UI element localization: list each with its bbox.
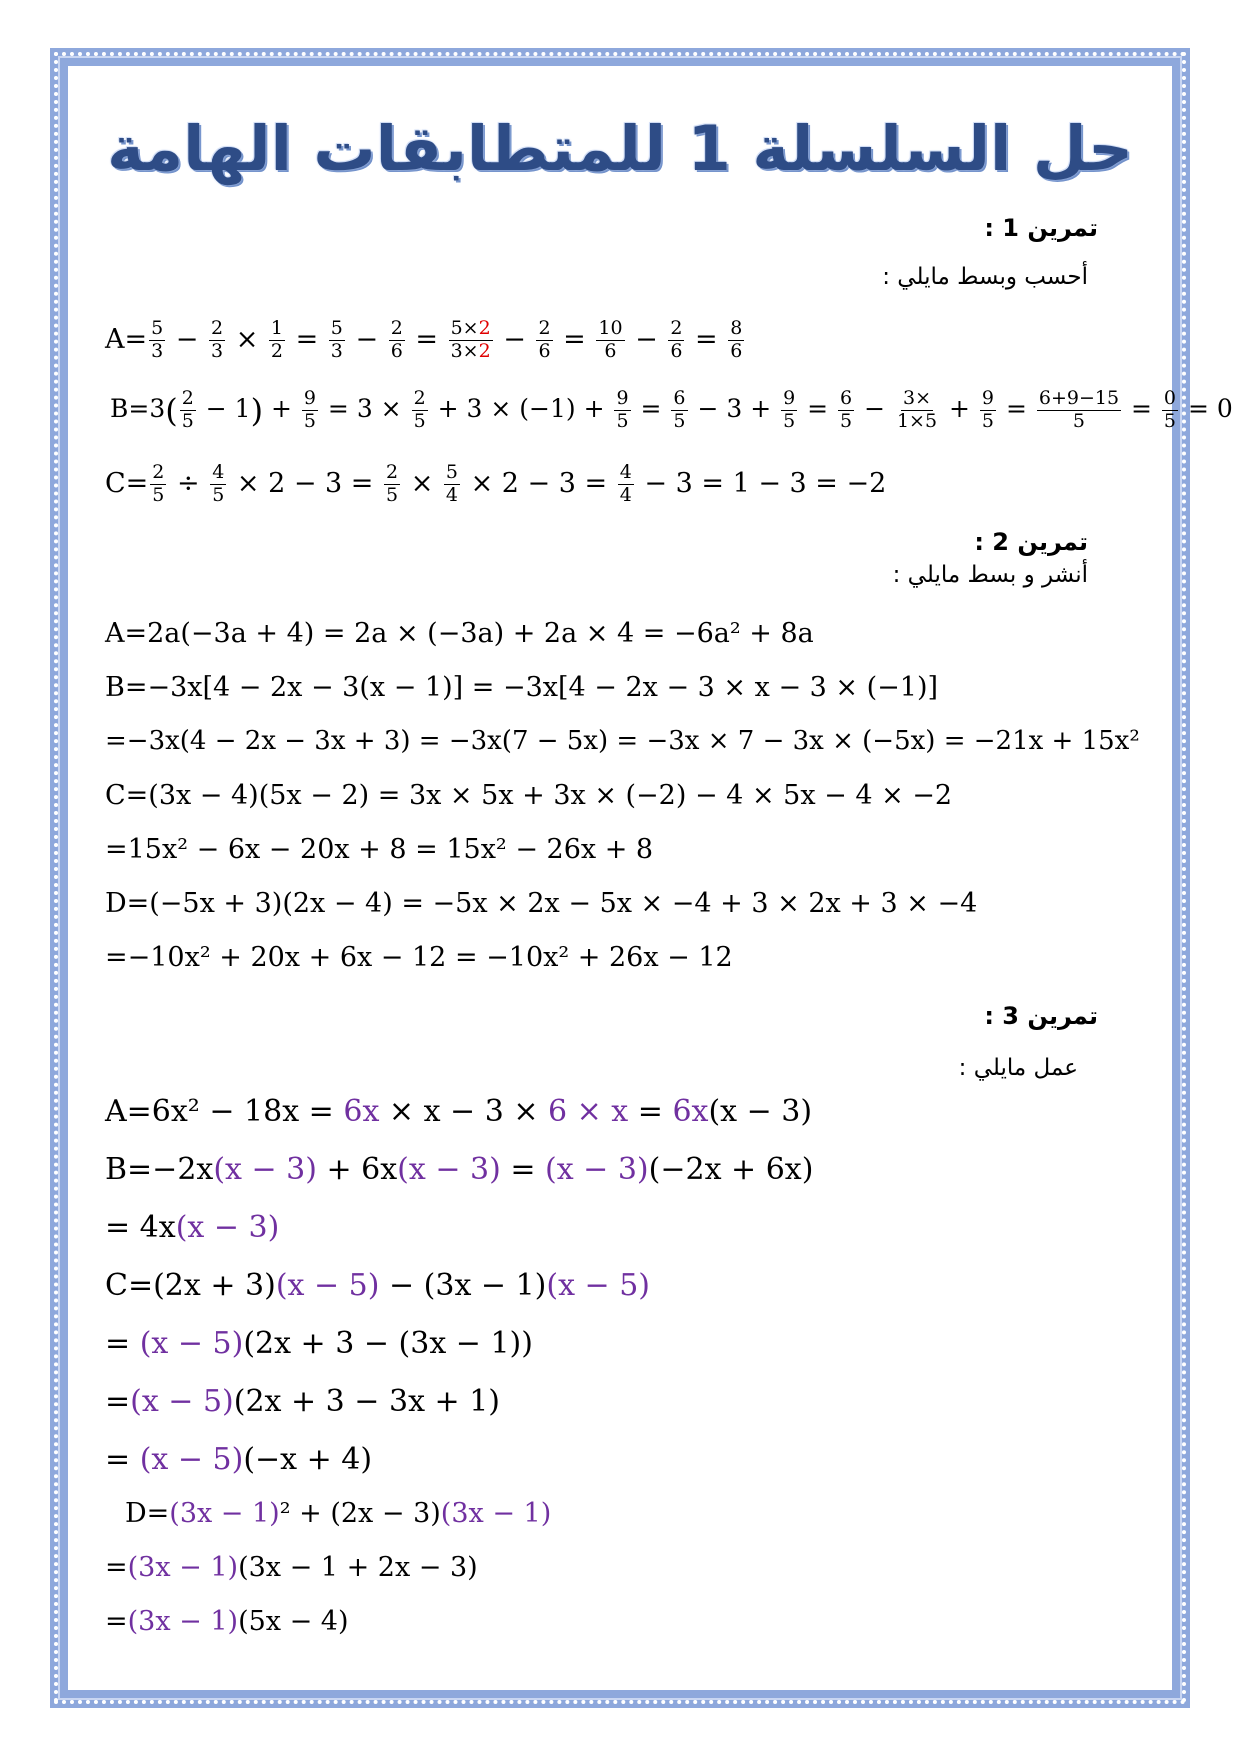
exercise-2-instruction: أنشر و بسط مايلي : — [892, 562, 1088, 588]
ex2-line: =−10x² + 20x + 6x − 12 = −10x² + 26x − 12 — [105, 942, 733, 973]
ex3-line-c: C=(2x + 3)(x − 5) − (3x − 1)(x − 5) — [105, 1268, 650, 1303]
exercise-1-instruction: أحسب وبسط مايلي : — [882, 264, 1088, 290]
ex2-line: =15x² − 6x − 20x + 8 = 15x² − 26x + 8 — [105, 834, 654, 865]
ex2-line: D=(−5x + 3)(2x − 4) = −5x × 2x − 5x × −4 + 3 × 2x + 3 × −4 — [105, 888, 978, 919]
ex3-line-d: D=(3x − 1)² + (2x − 3)(3x − 1) — [125, 1498, 552, 1529]
exercise-2-heading: تمرين 2 : — [974, 528, 1088, 556]
ex2-line: =−3x(4 − 2x − 3x + 3) = −3x(7 − 5x) = −3x × 7 − 3x × (−5x) = −21x + 15x² — [105, 726, 1140, 756]
ex1-line-c: C= $\frac{2}{5}$ ÷ $\frac{4}{5}$ × 2 − 3 = $\frac{2}{5}$ × $\frac{5}{4}$ × 2 − 3 = $\frac{4}{4}$ − 3 = 1 − 3 = −2 — [105, 461, 887, 506]
ex3-line-b: B=−2x(x − 3) + 6x(x − 3) = (x − 3)(−2x + 6x) — [105, 1152, 814, 1187]
ex1-line-a: A= $\frac{5}{3}$ − $\frac{2}{3}$ × $\frac{1}{2}$ = $\frac{5}{3}$ − $\frac{2}{6}$ = $\frac{5\times 2}{3\times 2}$ − $\frac{2}{6}$ = $\frac{10}{6}$ − $\frac{2}{6}$ = $\frac{8}{6}$ — [105, 317, 743, 362]
exercise-3-instruction: عمل مايلي : — [958, 1055, 1078, 1081]
ex3-line-c4: = (x − 5)(−x + 4) — [105, 1442, 373, 1477]
ex3-line-b2: = 4x(x − 3) — [105, 1210, 280, 1245]
page-title: حل السلسلة 1 للمتطابقات الهامة — [107, 112, 1133, 185]
ex2-line: C=(3x − 4)(5x − 2) = 3x × 5x + 3x × (−2) − 4 × 5x − 4 × −2 — [105, 780, 953, 811]
ex3-line-c2: = (x − 5)(2x + 3 − (3x − 1)) — [105, 1326, 533, 1361]
ex2-line: A=2a(−3a + 4) = 2a × (−3a) + 2a × 4 = −6a² + 8a — [105, 618, 814, 649]
ex3-line-a: A=6x² − 18x = 6x × x − 3 × 6 × x = 6x(x − 3) — [105, 1094, 813, 1129]
ex3-line-d2: =(3x − 1)(3x − 1 + 2x − 3) — [105, 1552, 478, 1583]
exercise-1-heading: تمرين 1 : — [984, 214, 1098, 242]
ex3-line-c3: =(x − 5)(2x + 3 − 3x + 1) — [105, 1384, 500, 1419]
ex1-line-b: B=3( $\frac{2}{5}$ − 1) + $\frac{9}{5}$ = 3 × $\frac{2}{5}$ + 3 × (−1) + $\frac{9}{5}$ = $\frac{6}{5}$ − 3 + $\frac{9}{5}$ = $\frac{6}{5}$ − $\frac{3\times}{1\times 5}$ + $\frac{9}{5}$ = $\frac{6+9-15}{5}$ = $\frac{0}{5}$ = 0 — [110, 387, 1233, 432]
exercise-3-heading: تمرين 3 : — [984, 1002, 1098, 1030]
ex3-line-d3: =(3x − 1)(5x − 4) — [105, 1606, 349, 1637]
ex2-line: B=−3x[4 − 2x − 3(x − 1)] = −3x[4 − 2x − 3 × x − 3 × (−1)] — [105, 672, 939, 703]
